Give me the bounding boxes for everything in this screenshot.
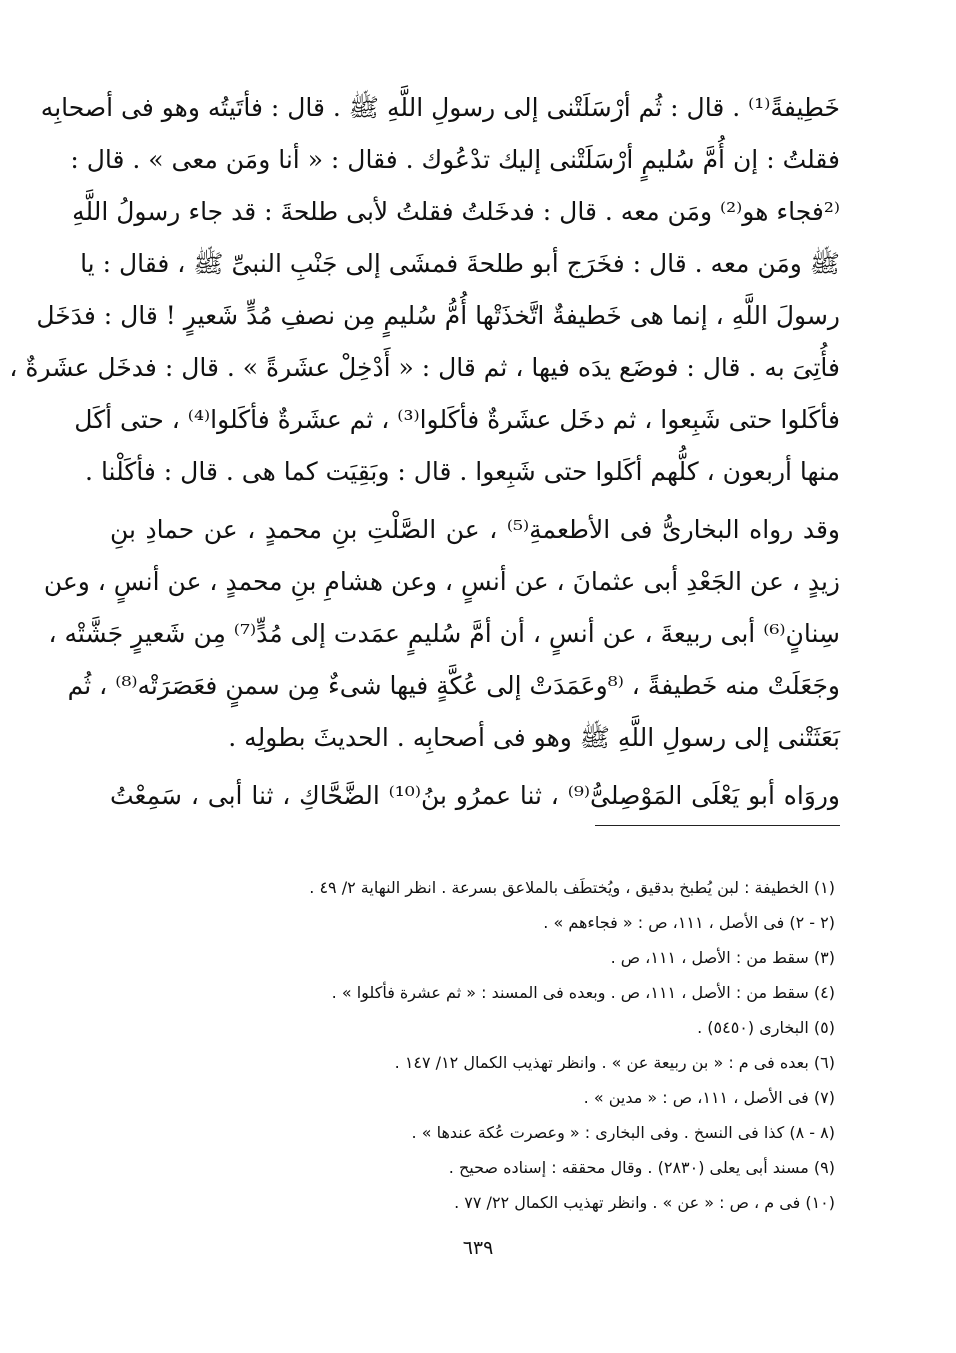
text-line: زيدٍ ، عن الجَعْدِ أبى عثمانَ ، عن أنسٍ ، وعن هشامِ بنِ محمدٍ ، عن أنسٍ ، وعن (43, 567, 840, 596)
paragraph-hadith (9, 82, 840, 498)
main-text (9, 82, 841, 822)
text-line: ⁽²فجاء هو⁽²⁾ ومَن معه . قال : فدخَلتُ فقلتُ لأبى طلحةَ : قد جاء رسولُ اللَّهِ (72, 197, 840, 226)
footnote: (٨ - ٨) كذا فى النسخ . وفى البخارى : « وعصرت عُكة عندها » . (411, 1123, 835, 1142)
text-line: وجَعَلَتْ منه خَطيفةً ، ⁽⁸وعَمَدَتْ إلى عُكَّةٍ فيها شىءٌ مِن سمنٍ فعَصَرَتْه⁽⁸⁾ ، ثُم (67, 671, 840, 700)
footnote: (٩) مسند أبى يعلى (٢٨٣٠) . وقال محققه : إسناده صحيح . (448, 1158, 835, 1177)
text-line: منها أربعون ، كلُّهم أكَلوا حتى شَبِعوا . قال : وبَقِيَت كما هى . قال : فأكَلْنا . (85, 457, 840, 486)
footnote: (٦) بعده فى م : « بن ربيعة عن » . وانظر تهذيب الكمال ١٢/ ١٤٧ . (394, 1053, 835, 1072)
text-line: رسولَ اللَّهِ ، إنما هى خَطيفةٌ اتَّخذَتْها أُمُّ سُليمٍ مِن نصفِ مُدٍّ شَعيرٍ ! قال : فدَخَل (36, 301, 840, 330)
text-line: خَطِيفةً⁽¹⁾ . قال : ثُم أرْسَلَتْنى إلى رسولِ اللَّهِ ﷺ . قال : فأتَيتُه وهو فى أصحابِه (40, 93, 840, 122)
footnote: (٧) فى الأصل ، ١١١، ص : « مدين » . (583, 1088, 835, 1107)
text-line: فأُتِىَ به . قال : فوضَع يدَه فيها ، ثم قال : « أَدْخِلْ عشَرةً » . قال : فدخَل عشَرةٌ ، (9, 353, 840, 382)
text-line: بَعَثَتْنى إلى رسولِ اللَّهِ ﷺ وهو فى أصحابِه . الحديثَ بطولِه . (228, 723, 840, 752)
footnote: (١٠) فى م ، ص : « عن » . وانظر تهذيب الكمال ٢٢/ ٧٧ . (454, 1193, 835, 1212)
text-line: سِنانٍ⁽⁶⁾ أبى ربيعةَ ، عن أنسٍ ، أن أمَّ سُليمٍ عمَدت إلى مُدٍّ⁽⁷⁾ مِن شَعيرٍ جَشَّتْه ، (48, 619, 840, 648)
footnote: (١) الخطيفة : لبن يُطبخ بدقيق ، ويُختطَف بالملاعق بسرعة . انظر النهاية ٢/ ٤٩ . (309, 878, 835, 897)
footnotes (110, 870, 835, 1220)
footnote: (٤) سقط من : الأصل ، ١١١، ص . وبعده فى المسند : « ثم عشرة فأكلوا » . (331, 983, 835, 1002)
text-line: ﷺ ومَن معه . قال : فخَرَج أبو طلحةَ فمشَى إلى جَنْبِ النبىِّ ﷺ ، فقال : يا (80, 249, 840, 278)
footnote: (٣) سقط من : الأصل ، ١١١، ص . (610, 948, 835, 967)
text-line: فقلتُ : إن أُمَّ سُليمٍ أرْسَلَتْنى إليك تدْعُوك . فقال : « أنا ومَن معى » . قال : (70, 145, 840, 174)
footnote-separator (595, 825, 840, 826)
paragraph-abu-yala (110, 770, 840, 822)
text-line: وروَاه أبو يَعْلَى المَوْصِلىُّ⁽⁹⁾ ، ثنا عمرُو بنُ⁽¹⁰⁾ الضَّحَّاكِ ، ثنا أبى ، سَمِعْتُ (110, 781, 841, 810)
page-number: ٦٣٩ (462, 1237, 494, 1259)
paragraph-bukhari (43, 504, 840, 764)
text-line: فأكَلوا حتى شَبِعوا ، ثم دخَل عشَرةٌ فأكَلوا⁽³⁾ ، ثم عشَرةٌ فأكَلوا⁽⁴⁾ ، حتى أكَل (74, 405, 840, 434)
footnote: (٢ - ٢) فى الأصل ، ١١١، ص : « فجاءهم » . (543, 913, 835, 932)
text-line: وقد رواه البخارىُّ فى الأطعمةِ⁽⁵⁾ ، عن الصَّلْتِ بنِ محمدٍ ، عن حمادِ بنِ (110, 515, 840, 544)
footnote: (٥) البخارى (٥٤٥٠) . (697, 1018, 835, 1037)
